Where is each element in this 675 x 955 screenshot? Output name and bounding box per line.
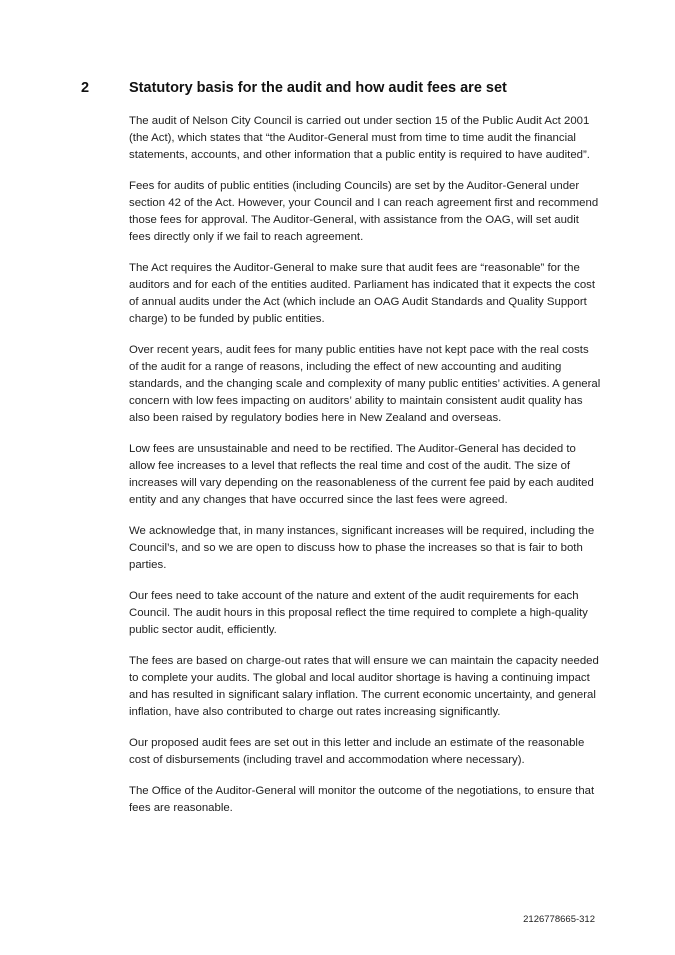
section-body xyxy=(129,113,601,831)
section-title: Statutory basis for the audit and how audit fees are set xyxy=(129,80,507,96)
paragraph-monitoring: The Office of the Auditor-General will monitor the outcome of the negotiations, to ensure that fees are reasonable. xyxy=(129,785,595,814)
paragraph-phasing: We acknowledge that, in many instances, significant increases will be required, including the Council’s, and so we are open to discuss how to phase the increases so that is fair to both parties. xyxy=(129,525,595,571)
paragraph-low-fees: Low fees are unsustainable and need to be rectified. The Auditor-General has decided to allow fee increases to a level that reflects the real time and cost of the audit. The size of increases will vary depending on the reasonableness of the current fee paid by each audited entity and any changes that have occurred since the last fees were agreed. xyxy=(129,443,594,506)
paragraph-charge-out-rates: The fees are based on charge-out rates that will ensure we can maintain the capacity needed to complete your audits. The global and local auditor shortage is having a continuing impact and has resulted in significant salary inflation. The current economic uncertainty, and general inflation, have also contributed to charge out rates increasing significantly. xyxy=(129,655,599,718)
paragraph-recent-years: Over recent years, audit fees for many public entities have not kept pace with the real costs of the audit for a range of reasons, including the effect of new accounting and auditing standards, and the changing scale and complexity of many public entities’ activities. A general concern with low fees impacting on auditors’ ability to maintain consistent audit quality has also been raised by regulatory bodies here in New Zealand and overseas. xyxy=(129,344,601,424)
paragraph-audit-hours: Our fees need to take account of the nature and extent of the audit requirements for each Council. The audit hours in this proposal reflect the time required to complete a high-quality public sector audit, efficiently. xyxy=(129,590,588,636)
paragraph-disbursements: Our proposed audit fees are set out in this letter and include an estimate of the reasonable cost of disbursements (including travel and accommodation where necessary). xyxy=(129,737,585,766)
section-number: 2 xyxy=(81,80,90,96)
document-id: 2126778665-312 xyxy=(523,914,595,925)
paragraph-statutory-basis: The audit of Nelson City Council is carried out under section 15 of the Public Audit Act 2001 (the Act), which states that “the Auditor-General must from time to time audit the financial statements, accounts, and other information that a public entity is required to have audited”. xyxy=(129,115,590,161)
section-heading xyxy=(81,80,621,96)
paragraph-reasonable-fees: The Act requires the Auditor-General to make sure that audit fees are “reasonable” for the auditors and for each of the entities audited. Parliament has indicated that it expects the cost of annual audits under the Act (which include an OAG Audit Standards and Quality Support charge) to be funded by public entities. xyxy=(129,262,596,325)
paragraph-fee-setting: Fees for audits of public entities (including Councils) are set by the Auditor-General under section 42 of the Act. However, your Council and I can reach agreement first and recommend those fees for approval. The Auditor-General, with assistance from the OAG, will set audit fees directly only if we fail to reach agreement. xyxy=(129,180,599,243)
